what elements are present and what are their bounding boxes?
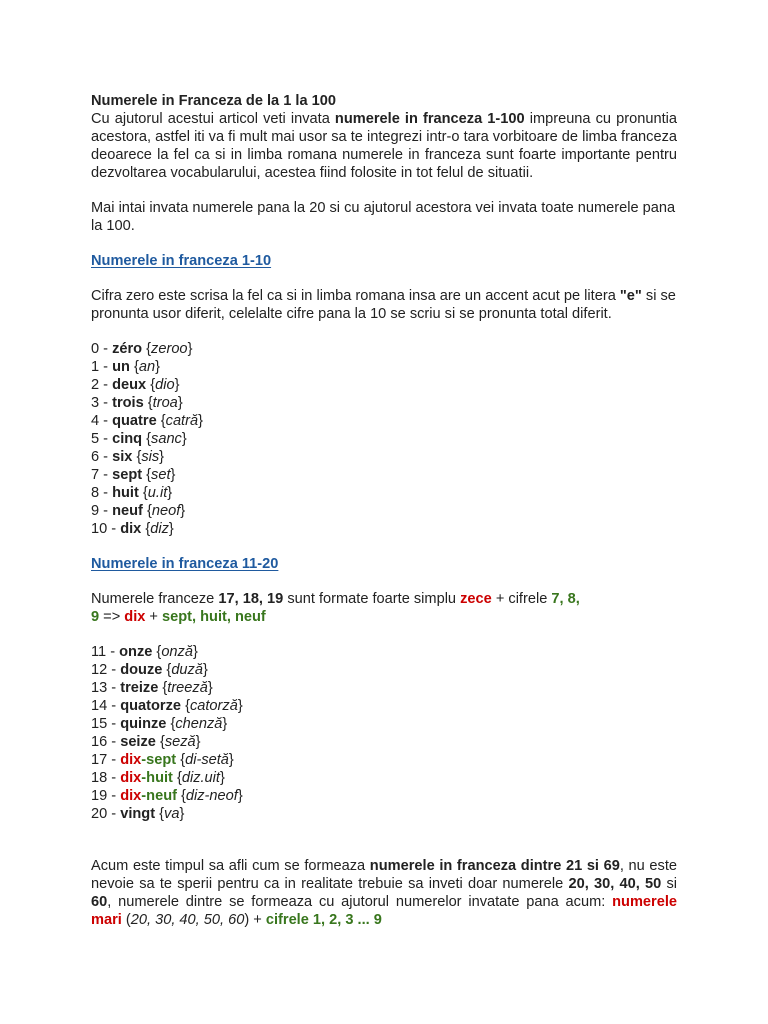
list-item	[91, 520, 677, 538]
item-pronunciation: onză	[161, 644, 193, 660]
item-number: 7 -	[91, 467, 113, 483]
item-word-green: -neuf	[141, 788, 177, 804]
item-brace: {	[156, 413, 166, 429]
rule-text: Numerele franceze	[91, 591, 219, 607]
item-word-red: dix	[120, 752, 142, 768]
item-brace: {	[158, 680, 168, 696]
item-brace: }	[155, 359, 160, 375]
item-number: 16 -	[91, 734, 121, 750]
item-number: 3 -	[91, 395, 113, 411]
rule-red: dix	[124, 609, 146, 625]
p3-text: si	[661, 876, 678, 892]
item-brace: {	[172, 770, 182, 786]
article-title: Numerele in Franceza de la 1 la 100	[91, 93, 336, 109]
item-word: zéro	[112, 341, 143, 357]
list-item	[91, 643, 677, 661]
list-item	[91, 715, 677, 733]
item-brace: }	[167, 485, 173, 501]
item-number: 5 -	[91, 431, 113, 447]
item-brace: }	[180, 503, 186, 519]
item-word: dix	[120, 521, 142, 537]
item-pronunciation: zeroo	[151, 341, 188, 357]
item-number: 11 -	[91, 644, 120, 660]
item-number: 8 -	[91, 485, 113, 501]
p3-text: , nu este nevoie sa te sperii pentru ca in realitate trebuie sa inveti doar numerele	[91, 858, 678, 892]
item-word: treize	[120, 680, 159, 696]
rule-green: 9	[91, 609, 100, 625]
item-word: seize	[120, 734, 156, 750]
item-brace: {	[142, 341, 152, 357]
list-item	[91, 805, 677, 823]
item-brace: }	[219, 770, 225, 786]
item-pronunciation: sis	[141, 449, 160, 465]
item-brace: {	[143, 395, 153, 411]
intro-text-end: impreuna cu pronuntia acestora, astfel iti va fi mult mai usor sa te integrezi intr-o tara vorbitoare de limba franceza deoarece la fel ca si in limba romana numerele in franceza sunt foarte importante pentru dezvoltarea vocabularului, acestea fiind folosite in tot felul de situatii.	[91, 111, 678, 181]
item-number: 13 -	[91, 680, 121, 696]
rule-bold: 17, 18, 19	[218, 591, 284, 607]
item-word-red: dix	[120, 788, 142, 804]
list-item	[91, 412, 677, 430]
item-brace: {	[132, 449, 142, 465]
item-brace: }	[179, 806, 185, 822]
item-word: vingt	[120, 806, 156, 822]
intro-bold: numerele in franceza 1-100	[334, 111, 525, 127]
item-brace: }	[168, 521, 174, 537]
item-brace: {	[142, 431, 152, 447]
item-brace: {	[152, 644, 162, 660]
item-pronunciation: an	[138, 359, 156, 375]
item-pronunciation: va	[164, 806, 180, 822]
list-item	[91, 358, 677, 376]
item-brace: {	[138, 485, 148, 501]
rule-text: + cifrele	[491, 591, 552, 607]
item-number: 4 -	[91, 413, 113, 429]
list-item	[91, 484, 677, 502]
item-brace: {	[162, 662, 172, 678]
item-brace: {	[146, 377, 156, 393]
rule-red: zece	[460, 591, 492, 607]
item-number: 19 -	[91, 788, 121, 804]
item-pronunciation: sanc	[151, 431, 182, 447]
list-item	[91, 502, 677, 520]
item-brace: }	[237, 698, 243, 714]
list-item	[91, 430, 677, 448]
item-brace: {	[176, 752, 186, 768]
p3-green: cifrele 1, 2, 3 ... 9	[265, 912, 382, 928]
p3-text: Acum este timpul sa afli cum se formeaza	[91, 858, 370, 874]
item-pronunciation: dio	[155, 377, 175, 393]
list-item	[91, 751, 677, 769]
section-heading-1-10[interactable]	[91, 252, 677, 270]
item-word: neuf	[112, 503, 143, 519]
item-brace: }	[195, 734, 201, 750]
item-brace: }	[170, 467, 176, 483]
p3-red: numerele mari	[91, 894, 677, 928]
item-number: 17 -	[91, 752, 121, 768]
item-brace: }	[177, 395, 183, 411]
item-pronunciation: treeză	[167, 680, 208, 696]
second-paragraph: Mai intai invata numerele pana la 20 si cu ajutorul acestora vei invata toate numerele pana la 100.	[91, 200, 676, 234]
article	[91, 92, 677, 929]
item-number: 12 -	[91, 662, 121, 678]
item-brace: }	[207, 680, 213, 696]
intro-paragraph	[91, 110, 677, 182]
item-word: un	[112, 359, 130, 375]
item-brace: }	[159, 449, 165, 465]
item-pronunciation: catorză	[189, 698, 238, 714]
item-brace: {	[142, 503, 152, 519]
item-pronunciation: u.it	[147, 485, 168, 501]
item-word-red: dix	[120, 770, 142, 786]
p3-bold: 60	[91, 894, 108, 910]
item-brace: }	[198, 413, 203, 429]
item-pronunciation: troa	[152, 395, 178, 411]
item-word: six	[112, 449, 133, 465]
list-item	[91, 679, 677, 697]
item-pronunciation: seză	[164, 734, 196, 750]
item-number: 2 -	[91, 377, 113, 393]
item-word: quatorze	[120, 698, 182, 714]
rule-text: sunt formate foarte simplu	[283, 591, 461, 607]
item-number: 6 -	[91, 449, 113, 465]
item-brace: }	[228, 752, 234, 768]
p3-text: (	[121, 912, 131, 928]
desc-bold: "e"	[619, 288, 642, 304]
item-pronunciation: duză	[171, 662, 203, 678]
third-paragraph	[91, 857, 677, 929]
section1-description	[91, 287, 677, 323]
list-item	[91, 448, 677, 466]
rule-text: =>	[99, 609, 125, 625]
p3-bold: 20, 30, 40, 50	[568, 876, 662, 892]
list-item	[91, 466, 677, 484]
item-word: deux	[112, 377, 147, 393]
item-brace: }	[202, 662, 208, 678]
item-word: quinze	[120, 716, 167, 732]
item-word: quatre	[112, 413, 157, 429]
item-number: 9 -	[91, 503, 113, 519]
list-item	[91, 787, 677, 805]
numbers-list-11-20	[91, 643, 677, 823]
item-pronunciation: chenză	[175, 716, 223, 732]
item-brace: }	[174, 377, 180, 393]
item-number: 18 -	[91, 770, 121, 786]
item-brace: }	[181, 431, 187, 447]
list-item	[91, 376, 677, 394]
item-brace: {	[176, 788, 186, 804]
item-word-green: -huit	[141, 770, 173, 786]
item-word: trois	[112, 395, 144, 411]
item-number: 10 -	[91, 521, 121, 537]
item-word: huit	[112, 485, 139, 501]
desc-text-end: si se pronunta usor diferit, celelalte cifre pana la 10 se scriu si se pronunta total diferit.	[91, 288, 676, 322]
p3-bold: numerele in franceza dintre 21 si 69	[369, 858, 620, 874]
item-brace: }	[237, 788, 243, 804]
rule-text: +	[145, 609, 163, 625]
item-pronunciation: diz	[150, 521, 169, 537]
list-item	[91, 733, 677, 751]
item-brace: {	[141, 521, 151, 537]
p3-text: ) +	[244, 912, 266, 928]
item-number: 1 -	[91, 359, 113, 375]
item-number: 14 -	[91, 698, 121, 714]
item-word: douze	[120, 662, 163, 678]
item-number: 20 -	[91, 806, 121, 822]
numbers-list-1-10	[91, 340, 677, 538]
section-heading-link[interactable]: Numerele in franceza 1-10	[91, 253, 272, 269]
list-item	[91, 769, 677, 787]
item-number: 15 -	[91, 716, 121, 732]
rule-green: 7, 8,	[551, 591, 580, 607]
item-brace: {	[155, 806, 165, 822]
section-heading-link[interactable]: Numerele in franceza 11-20	[91, 556, 279, 572]
item-pronunciation: catră	[165, 413, 199, 429]
item-brace: }	[187, 341, 193, 357]
item-brace: {	[129, 359, 139, 375]
rule-green: sept, huit, neuf	[162, 609, 266, 625]
item-pronunciation: diz-neof	[185, 788, 238, 804]
p3-italic: 20, 30, 40, 50, 60	[130, 912, 245, 928]
item-brace: {	[155, 734, 165, 750]
list-item	[91, 697, 677, 715]
list-item	[91, 394, 677, 412]
item-pronunciation: diz.uit	[181, 770, 220, 786]
section-heading-11-20[interactable]	[91, 555, 677, 573]
item-brace: }	[192, 644, 198, 660]
item-word: sept	[112, 467, 143, 483]
item-word: cinq	[112, 431, 143, 447]
item-number: 0 -	[91, 341, 113, 357]
item-brace: }	[222, 716, 228, 732]
item-brace: {	[181, 698, 190, 714]
list-item	[91, 661, 677, 679]
p3-text: , numerele dintre se formeaza cu ajutorul numerelor invatate pana acum:	[107, 894, 613, 910]
item-pronunciation: set	[151, 467, 171, 483]
item-brace: {	[142, 467, 152, 483]
item-word: onze	[119, 644, 153, 660]
formation-rule	[91, 590, 677, 626]
item-word-green: -sept	[141, 752, 177, 768]
intro-text: Cu ajutorul acestui articol veti invata	[91, 111, 335, 127]
item-brace: {	[166, 716, 176, 732]
desc-text: Cifra zero este scrisa la fel ca si in limba romana insa are un accent acut pe litera	[91, 288, 620, 304]
list-item	[91, 340, 677, 358]
item-pronunciation: di-setă	[185, 752, 229, 768]
item-pronunciation: neof	[151, 503, 181, 519]
